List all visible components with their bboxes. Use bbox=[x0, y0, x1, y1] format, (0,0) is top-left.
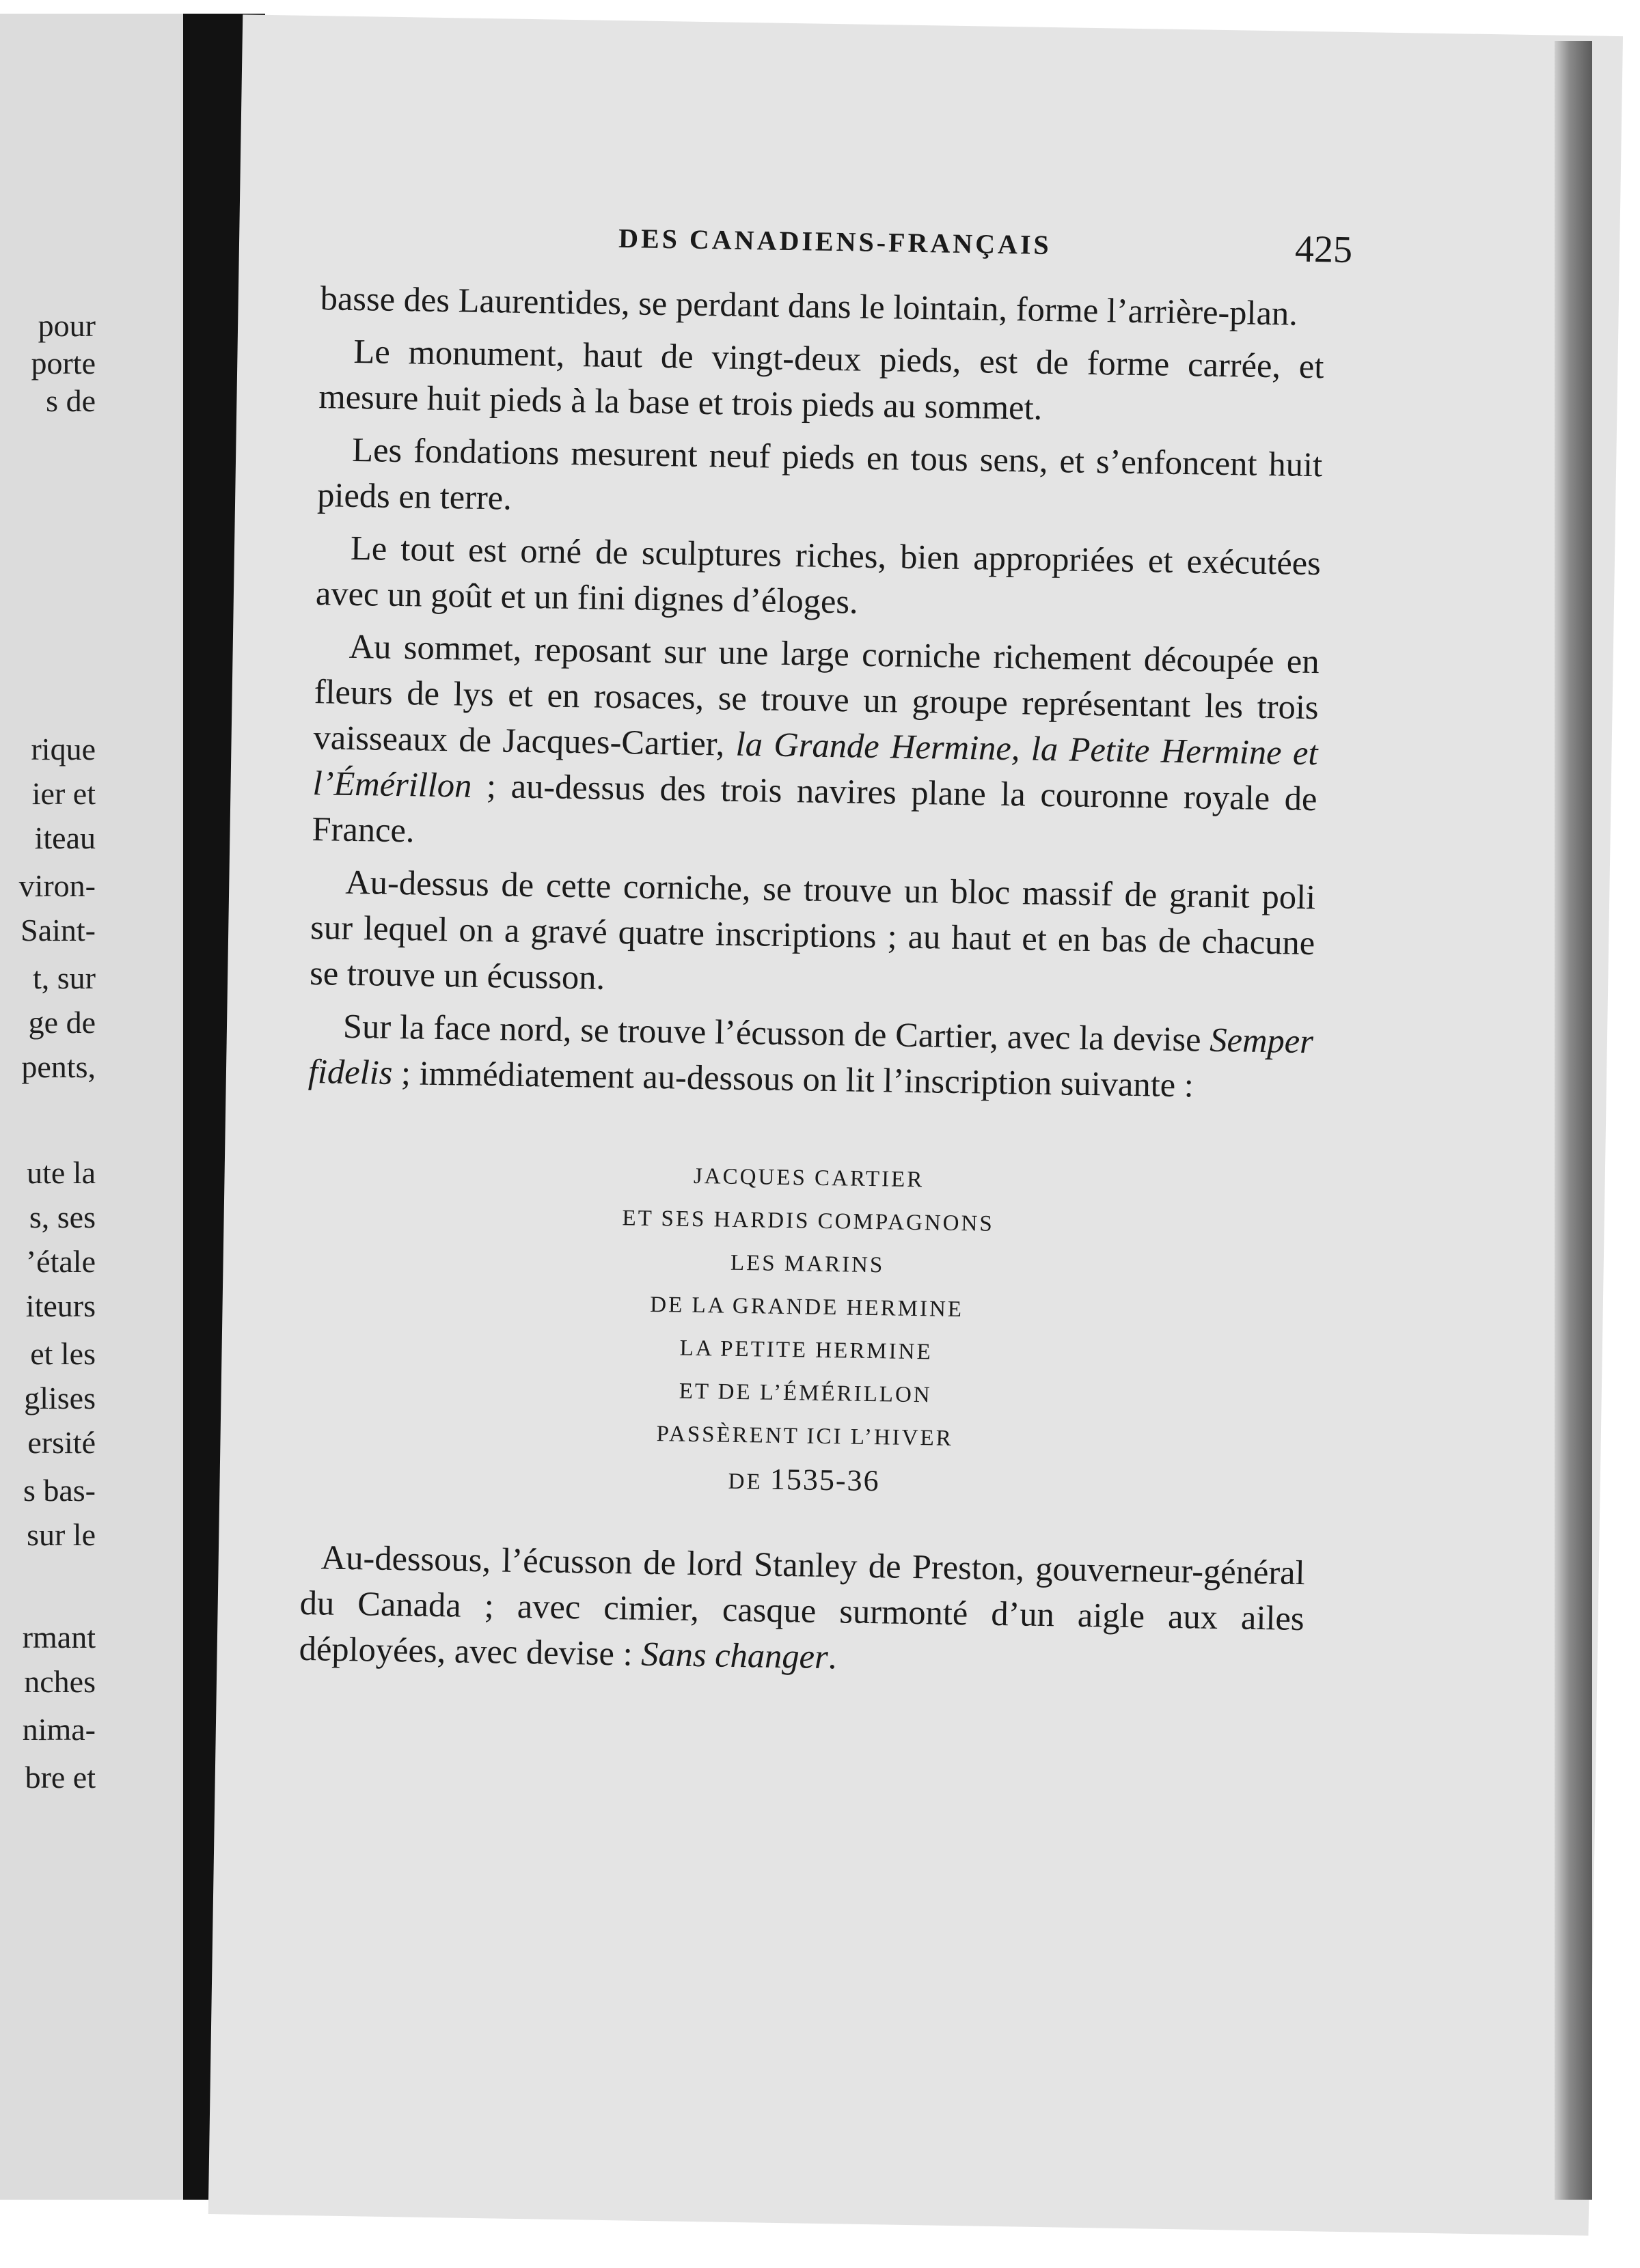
facing-page-line: ’étale bbox=[25, 1244, 96, 1279]
book-page bbox=[208, 14, 1623, 2235]
facing-page-line: bre et bbox=[25, 1760, 96, 1795]
facing-page-line: rmant bbox=[22, 1620, 96, 1655]
facing-page-line: t, sur bbox=[33, 960, 96, 995]
facing-page-line: ute la bbox=[27, 1155, 96, 1190]
facing-page-line: glises bbox=[24, 1381, 96, 1415]
paragraph: Le tout est orné de sculptures riches, bien appropriées et exécutées avec un goût et un fini dignes d’éloges. bbox=[315, 528, 1322, 621]
text-run: ; immédiatement au-dessous on lit l’inscription suivante : bbox=[392, 1053, 1194, 1105]
facing-page-line: viron- bbox=[18, 868, 96, 903]
inscription-line: ET DE L’ÉMÉRILLON bbox=[679, 1379, 932, 1408]
facing-page-line: pour bbox=[38, 308, 96, 343]
text-run: , bbox=[1011, 729, 1032, 768]
facing-page-line: pents, bbox=[21, 1049, 96, 1084]
paragraph: basse des Laurentides, se perdant dans le lointain, forme l’arrière-plan. bbox=[320, 279, 1298, 333]
ship-names-italic: la Petite Hermine et l’Émérillon bbox=[312, 729, 1318, 805]
text-run: ; au-dessus des trois navires plane la couronne royale de France. bbox=[312, 766, 1317, 850]
paragraph: Le monument, haut de vingt-deux pieds, est de forme carrée, et mesure huit pieds à la base et trois pieds au sommet. bbox=[318, 331, 1324, 427]
text-run: Au-dessous, l’écusson de lord Stanley de Preston, gouverneur-général du Canada ; avec cimier, casque surmonté d’un aigle aux ailes déployées, avec devise : bbox=[299, 1538, 1306, 1673]
inscription-de: DE bbox=[728, 1469, 763, 1495]
facing-page-line: s bas- bbox=[23, 1473, 96, 1508]
facing-page-line: sur le bbox=[27, 1517, 96, 1552]
inscription-block bbox=[301, 1149, 1311, 1512]
facing-page-left bbox=[0, 14, 183, 2200]
facing-page-line: s de bbox=[46, 383, 96, 418]
paragraph: Au-dessus de cette corniche, se trouve un bloc massif de granit poli sur lequel on a gravé quatre inscriptions ; au haut et en bas de chacune se trouve un écusson. bbox=[309, 862, 1316, 997]
motto-italic: Semper fidelis bbox=[308, 1020, 1314, 1092]
facing-page-line: ge de bbox=[28, 1005, 96, 1040]
paragraph bbox=[312, 623, 1320, 868]
inscription-line: JACQUES CARTIER bbox=[693, 1163, 925, 1193]
facing-page-line: Saint- bbox=[20, 913, 96, 948]
inscription-line: ET SES HARDIS COMPAGNONS bbox=[622, 1206, 994, 1236]
inscription-line: DE LA GRANDE HERMINE bbox=[650, 1292, 964, 1323]
facing-page-line: ersité bbox=[27, 1425, 96, 1460]
facing-page-line: iteurs bbox=[25, 1288, 96, 1323]
text-run: Au sommet, reposant sur une large corniche richement découpée en fleurs de lys et en rosaces, se trouve un groupe représentant les trois vaisseaux de Jacques-Cartier, bbox=[313, 626, 1320, 763]
facing-page-line: nches bbox=[24, 1664, 96, 1699]
ship-name-italic: la Grande Hermine bbox=[735, 724, 1012, 768]
page-body bbox=[299, 275, 1325, 1694]
facing-page-line: iteau bbox=[34, 820, 96, 855]
facing-page-line: rique bbox=[31, 732, 96, 766]
inscription-line: PASSÈRENT ICI L’HIVER bbox=[656, 1422, 953, 1451]
paragraph bbox=[299, 1534, 1305, 1687]
inscription-line: LA PETITE HERMINE bbox=[679, 1336, 933, 1365]
facing-page-line: nima- bbox=[22, 1712, 96, 1747]
motto-italic: Sans changer bbox=[640, 1634, 829, 1676]
running-head bbox=[239, 216, 1620, 286]
facing-page-line: ier et bbox=[31, 776, 96, 811]
running-title: DES CANADIENS-FRANÇAIS bbox=[618, 223, 1052, 260]
page-number: 425 bbox=[1294, 227, 1353, 271]
facing-page-line: porte bbox=[31, 346, 96, 381]
text-run: Sur la face nord, se trouve l’écusson de Cartier, avec la devise bbox=[342, 1006, 1210, 1059]
paragraph: Les fondations mesurent neuf pieds en tous sens, et s’enfoncent huit pieds en terre. bbox=[316, 430, 1323, 517]
paragraph bbox=[308, 1003, 1313, 1110]
facing-page-line: et les bbox=[30, 1336, 96, 1371]
inscription-line: LES MARINS bbox=[730, 1250, 885, 1278]
facing-page-line: s, ses bbox=[29, 1200, 96, 1234]
inscription-year: 1535-36 bbox=[769, 1462, 881, 1498]
page-edge bbox=[1555, 41, 1592, 2200]
text-run: . bbox=[828, 1637, 837, 1676]
